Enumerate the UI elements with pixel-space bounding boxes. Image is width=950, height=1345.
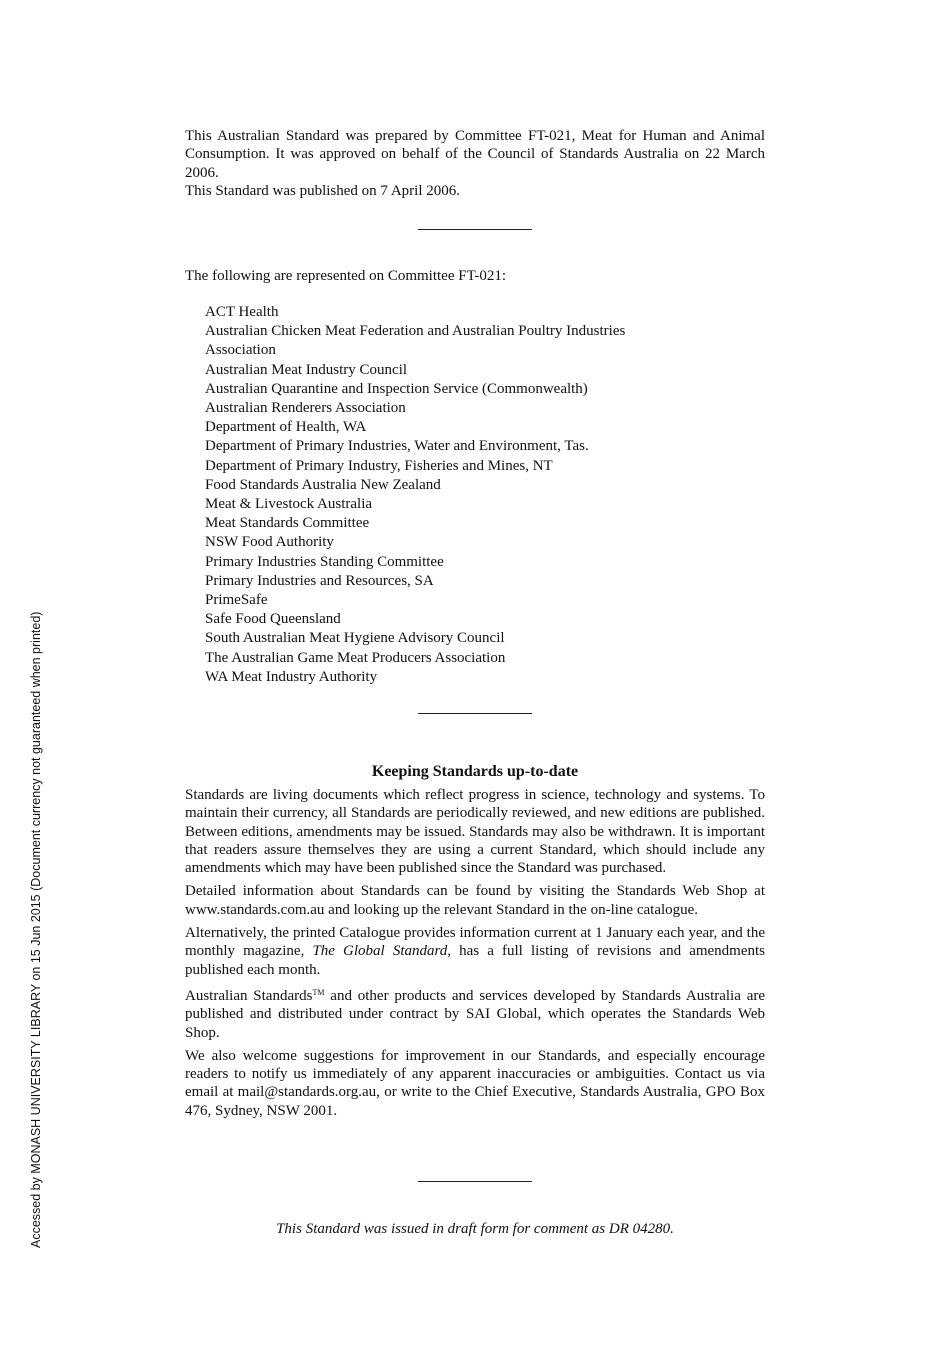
paragraph-catalogue-text: Alternatively, the printed Catalogue provides information current at 1 January each year, and the monthly magazine, — [185, 925, 765, 960]
committee-member: PrimeSafe — [205, 592, 268, 609]
committee-member: WA Meat Industry Authority — [205, 668, 378, 685]
committee-member: Safe Food Queensland — [205, 611, 341, 628]
committee-member: The Australian Game Meat Producers Association — [205, 649, 506, 666]
committee-member: Australian Chicken Meat Federation and Australian Poultry Industries Association — [205, 323, 626, 359]
paragraph-suggestions: We also welcome suggestions for improvement in our Standards, and especially encourage readers to notify us immediately of any apparent inaccuracies or ambiguities. Contact us via email at mail@standards.org.au, or write to the Chief Executive, Standards Australia, GPO Box 476, Sydney, NSW 2001. — [185, 1047, 765, 1119]
section-heading: Keeping Standards up-to-date — [371, 763, 579, 780]
paragraph-sai-global-text: Australian Standards — [185, 987, 313, 1004]
committee-member: Australian Meat Industry Council — [205, 361, 408, 378]
committee-member: Australian Quarantine and Inspection Service (Commonwealth) — [205, 380, 588, 397]
committee-member: Primary Industries and Resources, SA — [205, 572, 434, 589]
paragraph-sai-global — [185, 984, 765, 1042]
committee-member: Meat Standards Committee — [205, 515, 370, 532]
keeping-standards-body — [185, 786, 765, 1125]
committee-member: NSW Food Authority — [205, 534, 334, 551]
publication-date-text: This Standard was published on 7 April 2006. — [185, 182, 460, 199]
committee-member: Department of Health, WA — [205, 419, 367, 436]
paragraph-catalogue — [185, 924, 765, 979]
committee-member: ACT Health — [205, 304, 279, 320]
approval-text: This Australian Standard was prepared by Committee FT-021, Meat for Human and Animal Consumption. It was approved on behalf of the Council of Standards Australia on 22 March 2006. — [185, 128, 765, 181]
committee-member: South Australian Meat Hygiene Advisory Council — [205, 630, 505, 647]
section-divider — [418, 713, 532, 714]
paragraph-catalogue-text-end: , has a full listing of revisions and amendments published each month. — [185, 943, 766, 978]
committee-member-list — [205, 303, 725, 687]
committee-member: Food Standards Australia New Zealand — [205, 476, 441, 493]
committee-member: Department of Primary Industries, Water and Environment, Tas. — [205, 438, 589, 455]
paragraph-web-shop: Detailed information about Standards can be found by visiting the Standards Web Shop at www.standards.com.au and looking up the relevant Standard in the on-line catalogue. — [185, 883, 765, 918]
paragraph-sai-global-text-end: and other products and services developed by Standards Australia are published and distributed under contract by SAI Global, which operates the Standards Web Shop. — [185, 987, 766, 1041]
section-divider — [418, 1181, 532, 1182]
committee-member: Australian Renderers Association — [205, 400, 406, 417]
paragraph-living-documents: Standards are living documents which reflect progress in science, technology and systems. To maintain their currency, all Standards are periodically reviewed, and new editions are published. Between editions, amendments may be issued. Standards may also be withdrawn. It is important that readers assure themselves they are using a current Standard, which should include any amendments which may have been published since the Standard was purchased. — [185, 787, 765, 877]
committee-heading: The following are represented on Committee FT-021: — [185, 268, 507, 284]
approval-statement — [185, 127, 765, 200]
committee-member: Primary Industries Standing Committee — [205, 553, 444, 570]
magazine-title: The Global Standard — [312, 943, 448, 960]
committee-member: Department of Primary Industry, Fisheries and Mines, NT — [205, 457, 553, 474]
section-divider — [418, 229, 532, 230]
draft-note: This Standard was issued in draft form for comment as DR 04280. — [276, 1221, 674, 1237]
committee-member: Meat & Livestock Australia — [205, 496, 373, 513]
trademark-symbol: TM — [312, 987, 325, 997]
access-watermark: Accessed by MONASH UNIVERSITY LIBRARY on 15 Jun 2015 (Document currency not guaranteed when printed) — [29, 611, 43, 1248]
